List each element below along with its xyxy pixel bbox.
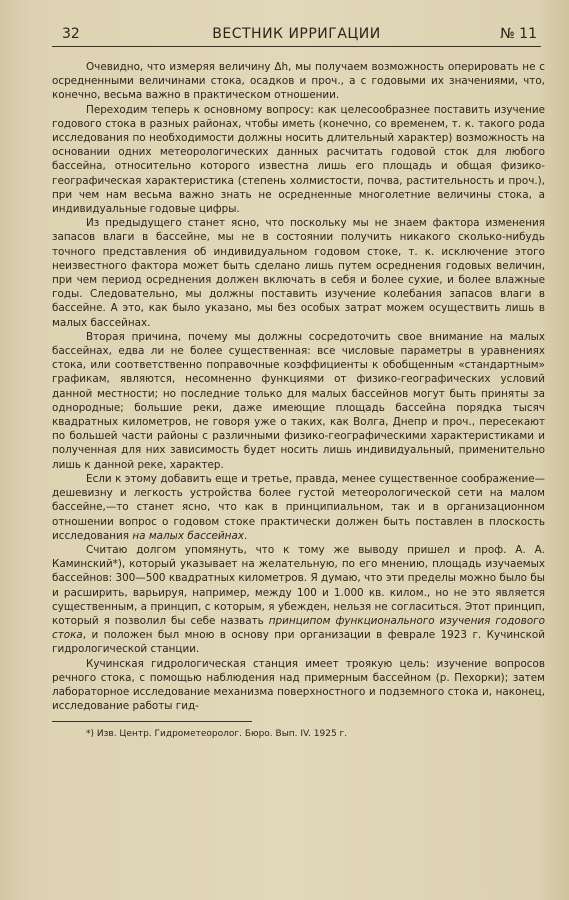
paragraph-2: Переходим теперь к основному вопросу: как целесообразнее поставить изучение годового стока в разных районах, чтобы иметь (конечно, со временем, т. к. такого рода исследования по необходимости должны носить длительный характер) возможность на основании одних метеорологических данных расчитать годовой сток для любого бассейна, относительно которого известна лишь его площадь и общая физико-географическая характеристика (степень холмистости, почва, растительность и проч.), при чем нам весьма важно знать не осредненные многолетние величины стока, а индивидуальные годовые цифры.	[52, 103, 545, 216]
page-header	[52, 24, 541, 47]
paragraph-5-text: Если к этому добавить еще и третье, правда, менее существенное соображение—дешевизну и легкость устройства более густой метеорологической сети на малом бассейне,—то станет ясно, что как в принципиальном, так и в организационном отношении вопрос о годовом стоке практически должен быть поставлен в плоскость исследования	[52, 472, 545, 542]
paragraph-6-text: Считаю долгом упомянуть, что к тому же выводу пришел и проф. А. А. Каминский*), который указывает на желательную, по его мнению, площадь изучаемых бассейнов: 300—500 квадратных километров. Я думаю, что эти пределы можно было бы и расширить, варьируя, например, между 100 и 1.000 кв. килом., но не это является существенным, а принцип, с которым, я убежден, нельзя не согласиться. Этот принцип, который я позволил бы себе назвать	[52, 543, 545, 627]
paragraph-5	[52, 472, 545, 543]
journal-title: ВЕСТНИК ИРРИГАЦИИ	[212, 26, 381, 42]
paragraph-4: Вторая причина, почему мы должны сосредоточить свое внимание на малых бассейнах, едва ли не более существенная: все числовые параметры в уравнениях стока, или соответственно поправочные коэффициенты к обобщенным «стандартным» графикам, являются, несомненно функциями от физико-географических условий данной местности; но последние только для малых бассейнов могут быть приняты за однородные; большие реки, даже имеющие площадь бассейна порядка тысяч квадратных километров, не говоря уже о таких, как Волга, Днепр и проч., пересекают по большей части районы с различными физико-географическими характеристиками и полученная для них зависимость будет носить лишь индивидуальный, применительно лишь к данной реке, характер.	[52, 330, 545, 471]
article-body	[52, 60, 545, 740]
paragraph-5-emphasis: на малых бассейнах	[132, 529, 244, 542]
paragraph-6	[52, 543, 545, 657]
paragraph-1: Очевидно, что измеряя величину Δh, мы получаем возможность оперировать не с осредненными величинами стока, осадков и проч., а с годовыми их значениями, что, конечно, весьма важно в практическом отношении.	[52, 61, 545, 102]
paragraph-6-end: , и положен был мною в основу при организации в феврале 1923 г. Кучинской гидрологической станции.	[52, 629, 545, 656]
footnote: *) Изв. Центр. Гидрометеоролог. Бюро. Вып. IV. 1925 г.	[86, 729, 348, 740]
issue-number: № 11	[500, 26, 537, 42]
paragraph-5-end: .	[243, 529, 248, 542]
footnote-rule	[52, 721, 252, 722]
paragraph-3: Из предыдущего станет ясно, что поскольку мы не знаем фактора изменения запасов влаги в бассейне, мы не в состоянии получить никакого сколько-нибудь точного представления об индивидуальном годовом стоке, т. к. исключение этого неизвестного фактора может быть сделано лишь путем осреднения годовых величин, при чем период осреднения должен включать в себя и более сухие, и более влажные годы. Следовательно, мы должны поставить изучение колебания запасов влаги в бассейне. А это, как было указано, мы без особых затрат можем осуществить лишь в малых бассейнах.	[52, 217, 545, 329]
page-number: 32	[62, 26, 80, 42]
paragraph-7: Кучинская гидрологическая станция имеет троякую цель: изучение вопросов речного стока, с помощью наблюдения над примерным бассейном (р. Пехорки); затем лабораторное исследование механизма поверхностного и подземного стока и, наконец, исследование работы гид-	[52, 657, 545, 713]
paragraph-6-emphasis: принципом функционального изучения годового стока	[52, 614, 546, 642]
